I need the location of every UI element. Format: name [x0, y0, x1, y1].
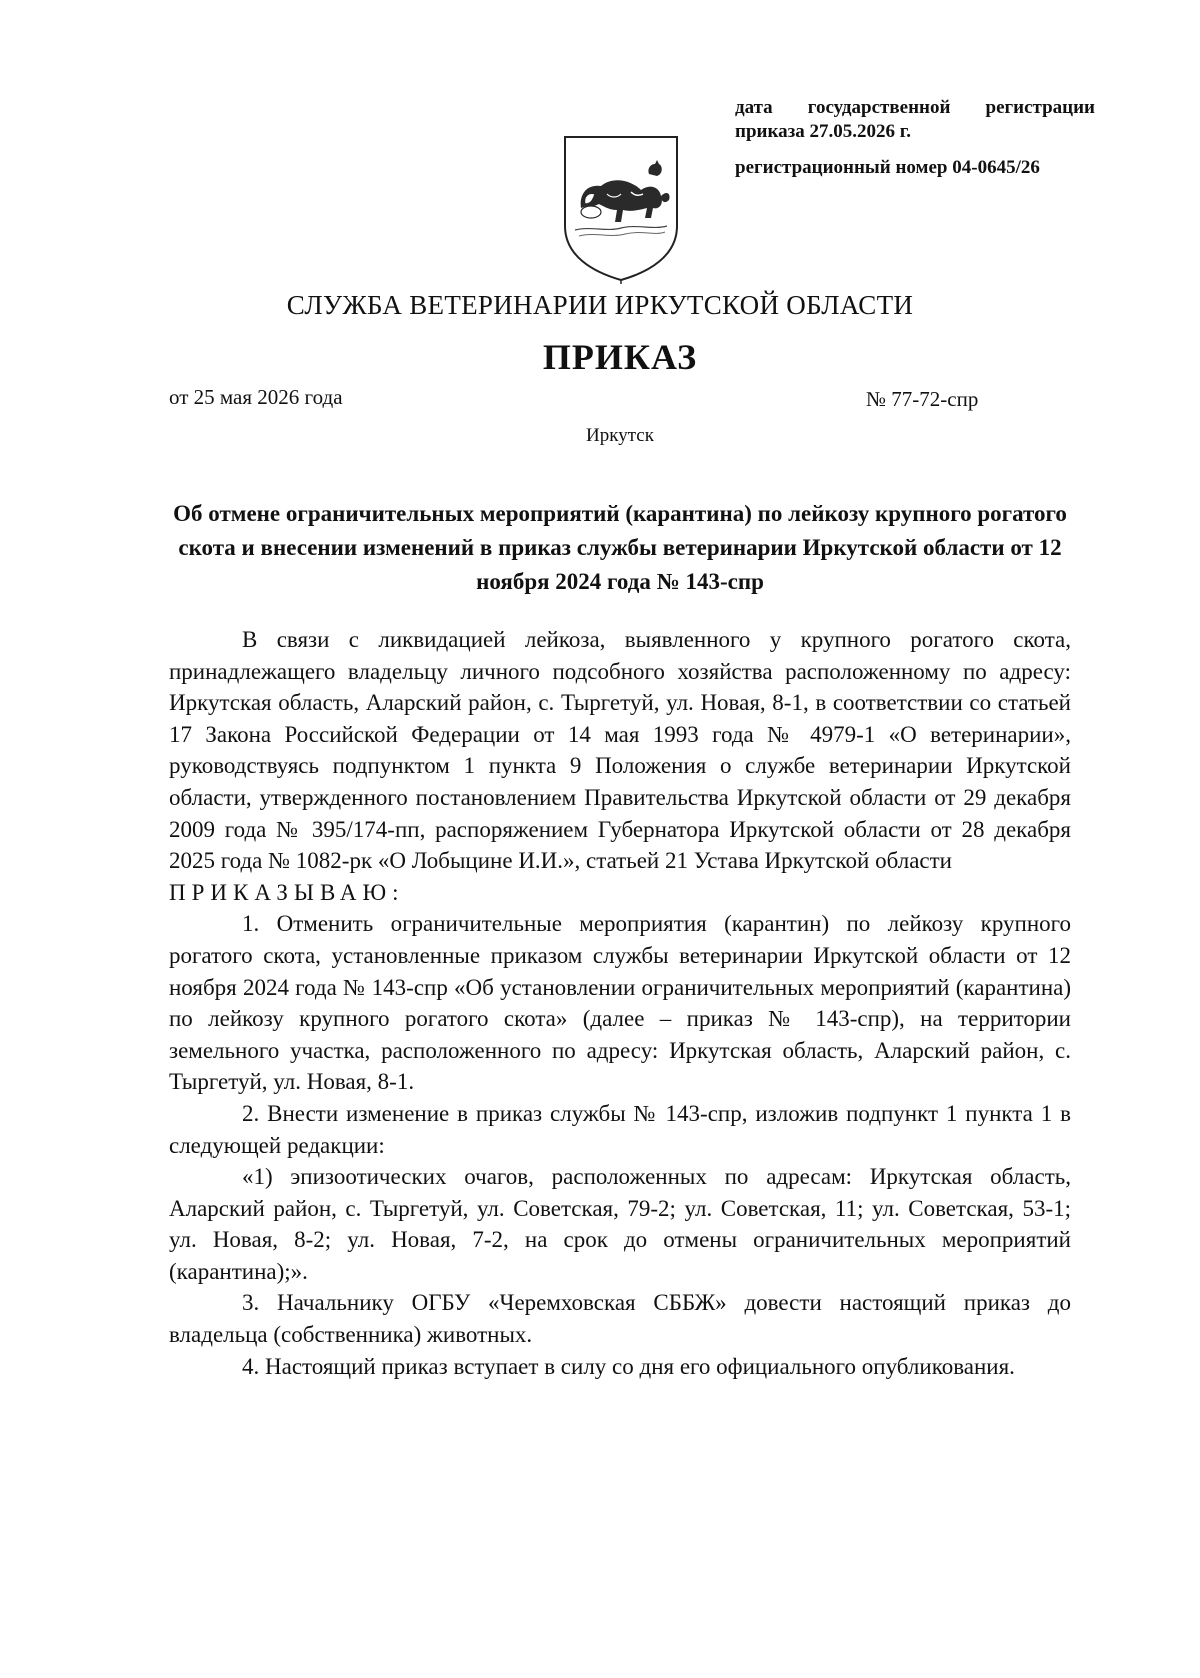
- document-title: Об отмене ограничительных мероприятий (карантина) по лейкозу крупного рогатого скота и внесении изменений в приказ службы ветеринарии Иркутской области от 12 ноября 2024 года № 143-спр: [173, 501, 1067, 594]
- order-item-4: 4. Настоящий приказ вступает в силу со дня его официального опубликования.: [242, 1353, 1015, 1379]
- registration-date-label: дата государственной регистрации: [735, 97, 1095, 118]
- document-number: № 77-72-спр: [866, 387, 979, 411]
- order-item-2: 2. Внести изменение в приказ службы № 143-спр, изложив подпункт 1 пункта 1 в следующей редакции:: [169, 1100, 1071, 1158]
- document-type: ПРИКАЗ: [542, 337, 698, 377]
- document-date: от 25 мая 2026 года: [169, 385, 343, 409]
- document-city: Иркутск: [586, 425, 654, 446]
- registration-stamp: [735, 96, 1095, 180]
- registration-number: регистрационный номер 04-0645/26: [735, 157, 1040, 178]
- document-body: [169, 624, 1071, 1382]
- irkutsk-coat-of-arms-icon: [561, 134, 681, 284]
- order-item-1: 1. Отменить ограничительные мероприятия (карантин) по лейкозу крупного рогатого скота, установленные приказом службы ветеринарии Иркутской области от 12 ноября 2024 года № 143-спр «Об установлении ограничительных мероприятий (карантина) по лейкозу крупного рогатого скота» (далее – приказ № 143-спр), на территории земельного участка, расположенного по адресу: Иркутская область, Аларский район, с. Тыргетуй, ул. Новая, 8-1.: [169, 911, 1071, 1095]
- order-item-2-quote: «1) эпизоотических очагов, расположенных по адресам: Иркутская область, Аларский район, с. Тыргетуй, ул. Советская, 79-2; ул. Советская, 11; ул. Советская, 53-1; ул. Новая, 8-2; ул. Новая, 7-2, на срок до отмены ограничительных мероприятий (карантина);».: [169, 1164, 1071, 1284]
- preamble-paragraph: В связи с ликвидацией лейкоза, выявленного у крупного рогатого скота, принадлежащего владельцу личного подсобного хозяйства расположенному по адресу: Иркутская область, Аларский район, с. Тыргетуй, ул. Новая, 8-1, в соответствии со статьей 17 Закона Российской Федерации от 14 мая 1993 года № 4979-1 «О ветеринарии», руководствуясь подпунктом 1 пункта 9 Положения о службе ветеринарии Иркутской области, утвержденного постановлением Правительства Иркутской области от 29 декабря 2009 года № 395/174-пп, распоряжением Губернатора Иркутской области от 28 декабря 2025 года № 1082-рк «О Лобыцине И.И.», статьей 21 Устава Иркутской области: [169, 627, 1071, 874]
- order-word: ПРИКАЗЫВАЮ:: [169, 879, 405, 905]
- service-name: СЛУЖБА ВЕТЕРИНАРИИ ИРКУТСКОЙ ОБЛАСТИ: [286, 290, 914, 320]
- order-item-3: 3. Начальнику ОГБУ «Черемховская СББЖ» довести настоящий приказ до владельца (собственника) животных.: [169, 1290, 1071, 1348]
- registration-date: приказа 27.05.2026 г.: [735, 121, 911, 142]
